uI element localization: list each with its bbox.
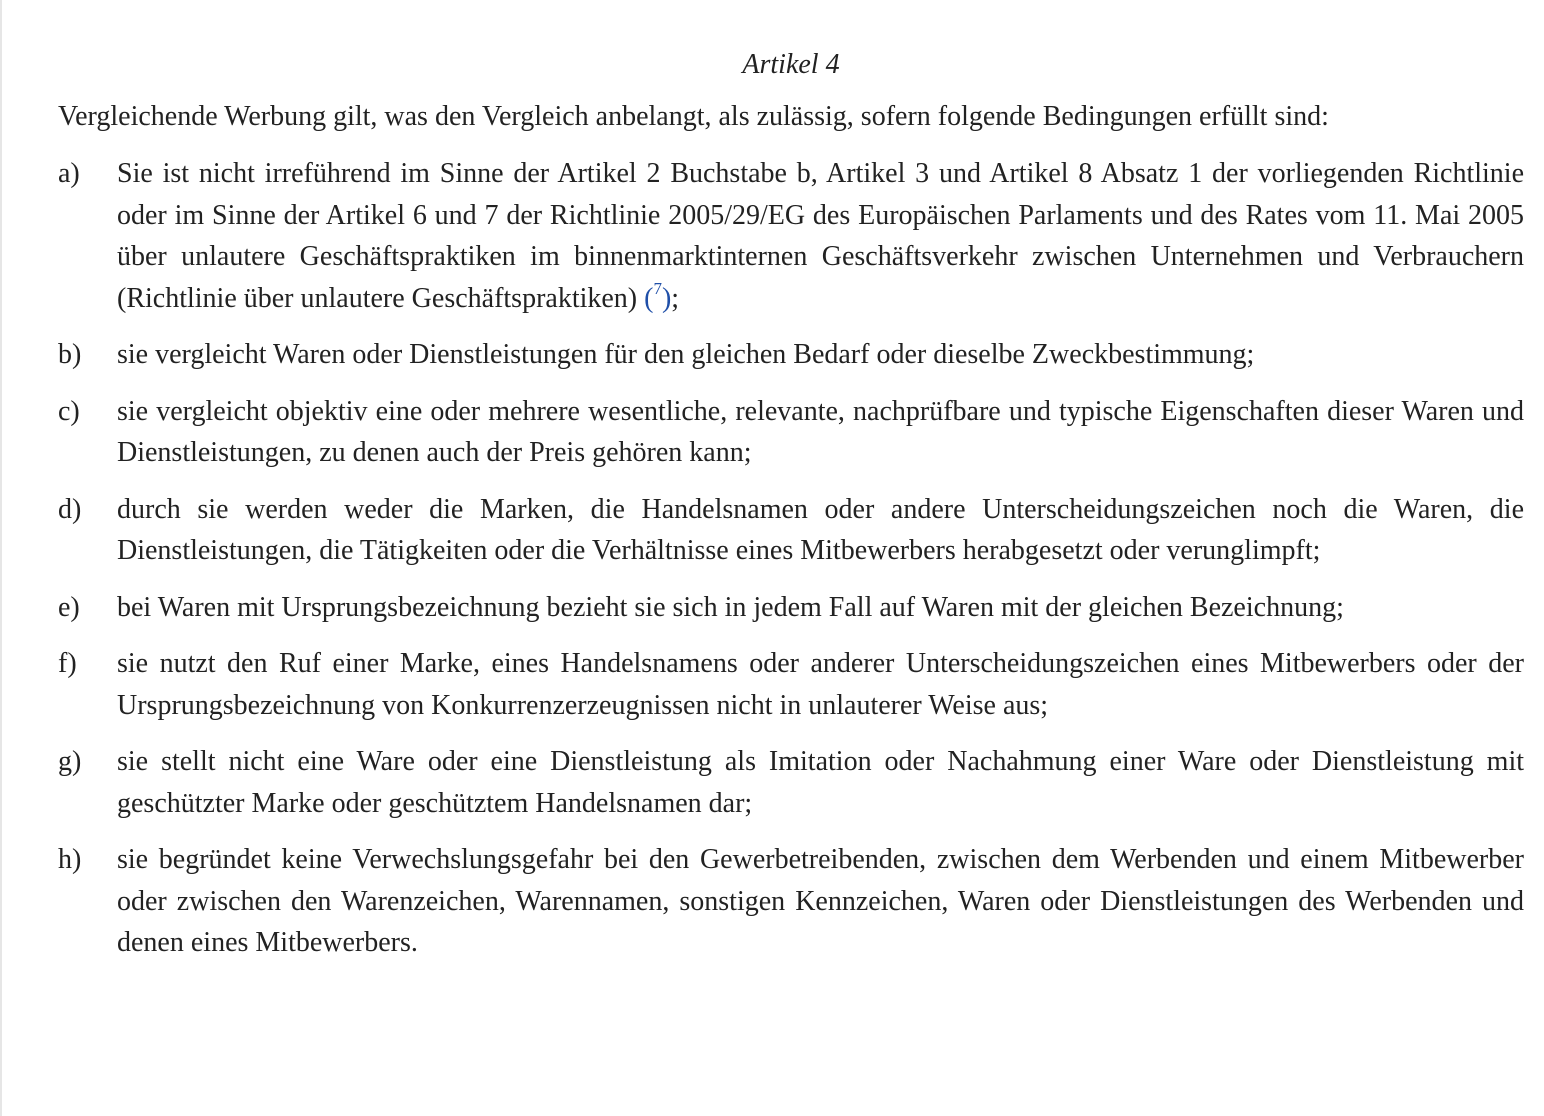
list-item-text: sie stellt nicht eine Ware oder eine Dienstleistung als Imitation oder Nachahmung einer Ware oder Dienstleistung mit geschützter Marke oder geschütztem Handelsnamen dar; <box>117 746 1524 819</box>
article-title: Artikel 4 <box>742 49 840 80</box>
list-item-g <box>58 741 1524 824</box>
footnote-link-7[interactable] <box>644 278 672 314</box>
list-item-suffix: ; <box>671 282 680 314</box>
list-item-text: durch sie werden weder die Marken, die Handelsnamen oder andere Unterscheidungszeichen noch die Waren, die Dienstleistungen, die Tätigkeiten oder die Verhältnisse eines Mitbewerbers herabgesetzt oder verunglimpft; <box>117 493 1524 566</box>
list-item-label: d) <box>58 493 82 525</box>
list-item-text: sie nutzt den Ruf einer Marke, eines Handelsnamens oder anderer Unterscheidungszeichen eines Mitbewerbers oder der Ursprungsbezeichnung von Konkurrenzerzeugnissen nicht in unlauterer Weise aus; <box>117 648 1524 721</box>
footnote-open-paren: ( <box>644 282 654 314</box>
article-container <box>58 44 1524 979</box>
list-item-text: sie vergleicht Waren oder Dienstleistungen für den gleichen Bedarf oder dieselbe Zweckbestimmung; <box>117 339 1255 370</box>
list-item-b <box>58 334 1524 376</box>
list-item-label: a) <box>58 158 80 189</box>
page-left-border <box>0 0 2 1116</box>
list-item-body: Sie ist nicht irreführend im Sinne der Artikel 2 Buchstabe b, Artikel 3 und Artikel 8 Absatz 1 der vorliegenden Richtlinie oder im Sinne der Artikel 6 und 7 der Richtlinie 2005/29/EG des Europäischen Parlaments und des Rates vom 11. Mai 2005 über unlautere Geschäftspraktiken im binnenmarktinternen Geschäftsverkehr zwischen Unternehmen und Verbrauchern (Richtlinie über unlautere Geschäftspraktiken) <box>117 158 1524 314</box>
list-item-label: f) <box>58 648 77 679</box>
footnote-close-paren: ) <box>661 282 672 314</box>
list-item-label: e) <box>58 591 80 623</box>
list-item-text: bei Waren mit Ursprungsbezeichnung bezieht sie sich in jedem Fall auf Waren mit der gleichen Bezeichnung; <box>117 591 1344 623</box>
list-item-label: b) <box>58 339 82 370</box>
list-item-f <box>58 643 1524 726</box>
list-item-e <box>58 587 1524 629</box>
list-item-label: c) <box>58 395 80 427</box>
list-item-d <box>58 489 1524 572</box>
list-item-text: sie vergleicht objektiv eine oder mehrere wesentliche, relevante, nachprüfbare und typische Eigenschaften dieser Waren und Dienstleistungen, zu denen auch der Preis gehören kann; <box>117 395 1524 468</box>
list-item-a <box>58 153 1524 319</box>
list-item-label: g) <box>58 746 82 777</box>
footnote-number: 7 <box>653 278 662 298</box>
list-item-c <box>58 391 1524 474</box>
list-item-text <box>117 153 1524 319</box>
list-item-text: sie begründet keine Verwechslungsgefahr bei den Gewerbetreibenden, zwischen dem Werbenden und einem Mitbewerber oder zwischen den Warenzeichen, Warennamen, sonstigen Kennzeichen, Waren oder Dienstleistungen des Werbenden und denen eines Mitbewerbers. <box>117 844 1524 958</box>
list-item-h <box>58 839 1524 964</box>
article-intro: Vergleichende Werbung gilt, was den Vergleich anbelangt, als zulässig, sofern folgende Bedingungen erfüllt sind: <box>58 101 1329 132</box>
list-item-label: h) <box>58 844 82 875</box>
